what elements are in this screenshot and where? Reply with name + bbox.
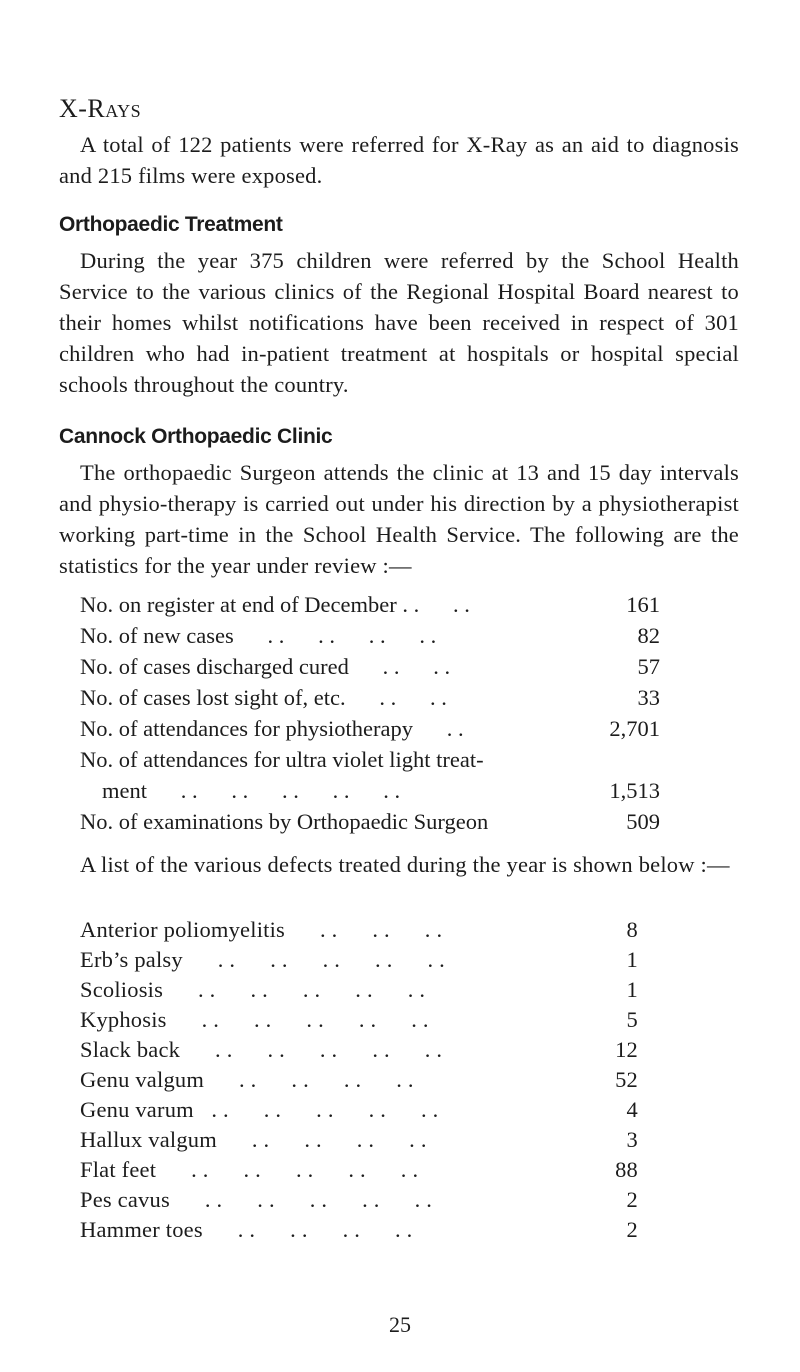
defect-row (80, 1007, 638, 1037)
defect-leader: . . . . . . . . . . (193, 1097, 439, 1122)
defect-leader: . . . . . . (285, 917, 443, 942)
orthopaedic-paragraph: During the year 375 children were referred by the School Health Service to the various clinics of the Regional Hospital Board nearest to their homes whilst notifications have been received in respect of 301 children who had in-patient treatment at hospitals or hospital special schools throughout the country. (59, 248, 739, 397)
defect-row (80, 1157, 638, 1187)
page-number: 25 (389, 1312, 411, 1337)
defect-label: Genu varum (80, 1097, 194, 1122)
stat-leader: . . . . (348, 654, 451, 679)
defect-count: 2 (626, 1187, 638, 1212)
stat-row (80, 747, 660, 778)
defect-count: 88 (615, 1157, 638, 1182)
defect-count: 52 (615, 1067, 638, 1092)
stat-row (80, 623, 660, 654)
defect-label: Erb’s palsy (80, 947, 183, 972)
defect-leader: . . . . . . . . . . (156, 1157, 419, 1182)
cannock-section (59, 425, 739, 581)
stat-row (80, 716, 660, 747)
defect-count: 1 (626, 977, 638, 1002)
xrays-section (59, 94, 739, 191)
stat-label: ment (102, 778, 147, 803)
defect-label: Anterior poliomyelitis (80, 917, 285, 942)
stat-value: 33 (637, 685, 660, 710)
stat-label: No. of examinations by Orthopaedic Surgeon (80, 809, 489, 834)
stat-row (80, 592, 660, 623)
defect-leader: . . . . . . . . . . (163, 977, 426, 1002)
defect-label: Hammer toes (80, 1217, 203, 1242)
statistics-list (80, 592, 660, 840)
defect-row (80, 1187, 638, 1217)
stat-leader: . . (413, 716, 464, 741)
defect-label: Scoliosis (80, 977, 164, 1002)
defect-label: Slack back (80, 1037, 181, 1062)
defect-count: 2 (626, 1217, 638, 1242)
stat-label: No. of attendances for physiotherapy (80, 716, 414, 741)
stat-value: 82 (637, 623, 660, 648)
stat-leader: . . . . . . . . (233, 623, 437, 648)
stat-label: No. of attendances for ultra violet light treat- (80, 747, 484, 772)
defect-row (80, 917, 638, 947)
stat-value: 509 (626, 809, 660, 834)
defect-label: Kyphosis (80, 1007, 167, 1032)
stat-value: 57 (637, 654, 660, 679)
defect-count: 3 (626, 1127, 638, 1152)
stat-label: No. of new cases (80, 623, 234, 648)
defect-label: Flat feet (80, 1157, 157, 1182)
defect-leader: . . . . . . . . . . (180, 1037, 443, 1062)
stat-label: No. of cases discharged cured (80, 654, 349, 679)
defect-leader: . . . . . . . . . . (182, 947, 445, 972)
defect-leader: . . . . . . . . . . (166, 1007, 429, 1032)
defect-count: 8 (626, 917, 638, 942)
defect-label: Pes cavus (80, 1187, 170, 1212)
defect-row (80, 1037, 638, 1067)
defect-row (80, 947, 638, 977)
defect-count: 1 (626, 947, 638, 972)
defect-row (80, 1067, 638, 1097)
defect-count: 4 (626, 1097, 638, 1122)
xrays-heading: X-Rays (59, 94, 142, 123)
stat-value: 161 (626, 592, 660, 617)
defects-intro-paragraph: A list of the various defects treated during the year is shown below :— (80, 852, 730, 877)
defect-count: 12 (615, 1037, 638, 1062)
orthopaedic-section (59, 213, 739, 400)
stat-row (80, 685, 660, 716)
defect-count: 5 (626, 1007, 638, 1032)
defect-leader: . . . . . . . . (216, 1127, 427, 1152)
xrays-paragraph: A total of 122 patients were referred for X-Ray as an aid to diagnosis and 215 films were exposed. (59, 132, 739, 188)
defect-leader: . . . . . . . . (202, 1217, 413, 1242)
defect-row (80, 1127, 638, 1157)
defect-row (80, 977, 638, 1007)
defect-row (80, 1097, 638, 1127)
stat-row (80, 809, 660, 840)
defects-list (80, 917, 638, 1247)
stat-row (80, 654, 660, 685)
defects-intro-section (59, 849, 739, 880)
stat-label: No. of cases lost sight of, etc. (80, 685, 346, 710)
stat-value: 1,513 (609, 778, 660, 803)
orthopaedic-heading: Orthopaedic Treatment (59, 213, 283, 236)
stat-label: No. on register at end of December (80, 592, 397, 617)
stat-row-continued (80, 778, 660, 809)
stat-leader: . . . . (345, 685, 447, 710)
defect-label: Genu valgum (80, 1067, 205, 1092)
stat-value: 2,701 (609, 716, 660, 741)
cannock-paragraph: The orthopaedic Surgeon attends the clinic at 13 and 15 day intervals and physio-therapy is carried out under his direction by a physiotherapist working part-time in the School Health Service. The following are the statistics for the year under review :— (59, 460, 739, 578)
stat-leader: . . . . (396, 592, 470, 617)
defect-leader: . . . . . . . . . . (169, 1187, 433, 1212)
stat-leader: . . . . . . . . . . (147, 778, 401, 803)
defect-leader: . . . . . . . . (204, 1067, 414, 1092)
cannock-heading: Cannock Orthopaedic Clinic (59, 425, 333, 448)
defect-label: Hallux valgum (80, 1127, 217, 1152)
defect-row (80, 1217, 638, 1247)
